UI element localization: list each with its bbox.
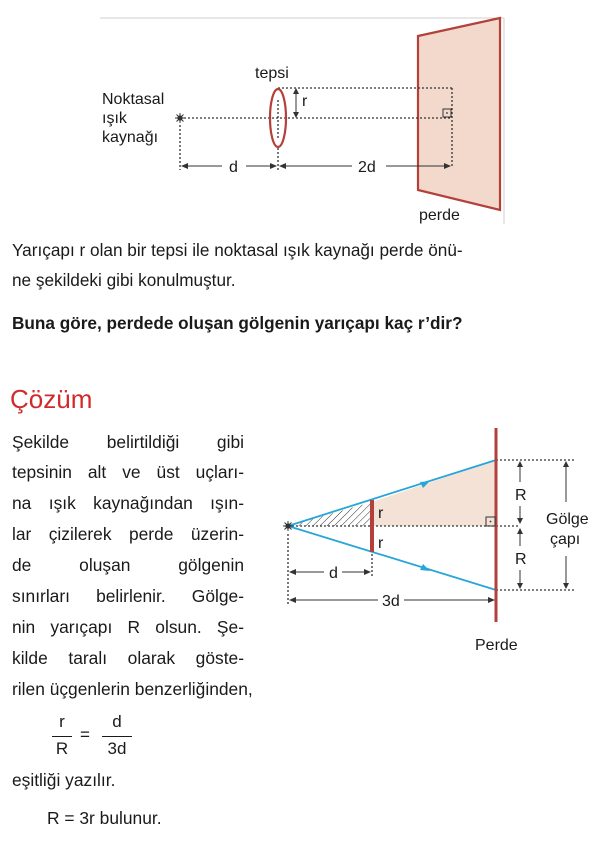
fraction-left-denominator: R <box>55 739 69 758</box>
ray-bottom <box>288 526 496 590</box>
solution-line-4: lar çizilerek perde üzerin- <box>12 524 244 544</box>
source-label-line-1: Noktasal <box>102 91 165 108</box>
equals-sign: = <box>80 725 90 744</box>
source-label-line-3: kaynağı <box>102 129 159 146</box>
solution-heading: Çözüm <box>10 384 93 414</box>
distance-2d-label: 2d <box>358 159 376 176</box>
after-equation-text: eşitliği yazılır. <box>12 770 116 790</box>
solution-line-5: de oluşan gölgenin <box>12 555 244 575</box>
question-bold: Buna göre, perdede oluşan gölgenin yarıçapı kaç r’dir? <box>12 313 463 333</box>
fraction-right-bar <box>102 736 132 737</box>
tray-radius-bottom-label: r <box>378 535 384 552</box>
fraction-right-denominator: 3d <box>107 739 127 758</box>
light-source-icon-2 <box>283 521 293 531</box>
shadow-radius-bottom-label: R <box>515 551 527 568</box>
figure-1-svg <box>0 0 602 235</box>
figure-1 <box>0 0 602 235</box>
shadow-radius-top-label: R <box>515 487 527 504</box>
solution-line-3: na ışık kaynağından ışın- <box>12 493 244 513</box>
source-label-line-2: ışık <box>102 110 127 127</box>
similarity-equation <box>46 712 156 764</box>
tray-label: tepsi <box>255 65 289 82</box>
solution-line-9: rilen üçgenlerin benzerliğinden, <box>12 679 253 699</box>
solution-line-2: tepsinin alt ve üst uçları- <box>12 462 244 482</box>
question-line-1: Yarıçapı r olan bir tepsi ile noktasal ışık kaynağı perde önü- <box>12 240 463 260</box>
radius-label: r <box>302 93 308 110</box>
distance-3d-label: 3d <box>382 593 400 610</box>
figure-2 <box>270 420 600 660</box>
solution-line-8: kilde taralı olarak göste- <box>12 648 244 668</box>
distance-d-label: d <box>229 159 238 176</box>
question-line-2: ne şekildeki gibi konulmuştur. <box>12 270 236 290</box>
result-text: R = 3r bulunur. <box>47 808 162 828</box>
tray-radius-top-label: r <box>378 505 384 522</box>
screen-label: perde <box>419 207 460 224</box>
fraction-left-numerator: r <box>59 712 65 731</box>
solution-line-7: nin yarıçapı R olsun. Şe- <box>12 617 244 637</box>
shadow-diameter-label-2: çapı <box>550 531 581 548</box>
light-source-icon <box>175 113 185 123</box>
screen-label-2: Perde <box>475 637 518 654</box>
distance-d-label-2: d <box>329 565 338 582</box>
fraction-right-numerator: d <box>112 712 122 731</box>
solution-line-6: sınırları belirlenir. Gölge- <box>12 586 244 606</box>
solution-line-1: Şekilde belirtildiği gibi <box>12 432 244 452</box>
fraction-left-bar <box>52 736 72 737</box>
screen-panel <box>418 18 500 210</box>
shadow-diameter-label-1: Gölge <box>546 511 589 528</box>
figure-2-svg <box>270 420 600 660</box>
